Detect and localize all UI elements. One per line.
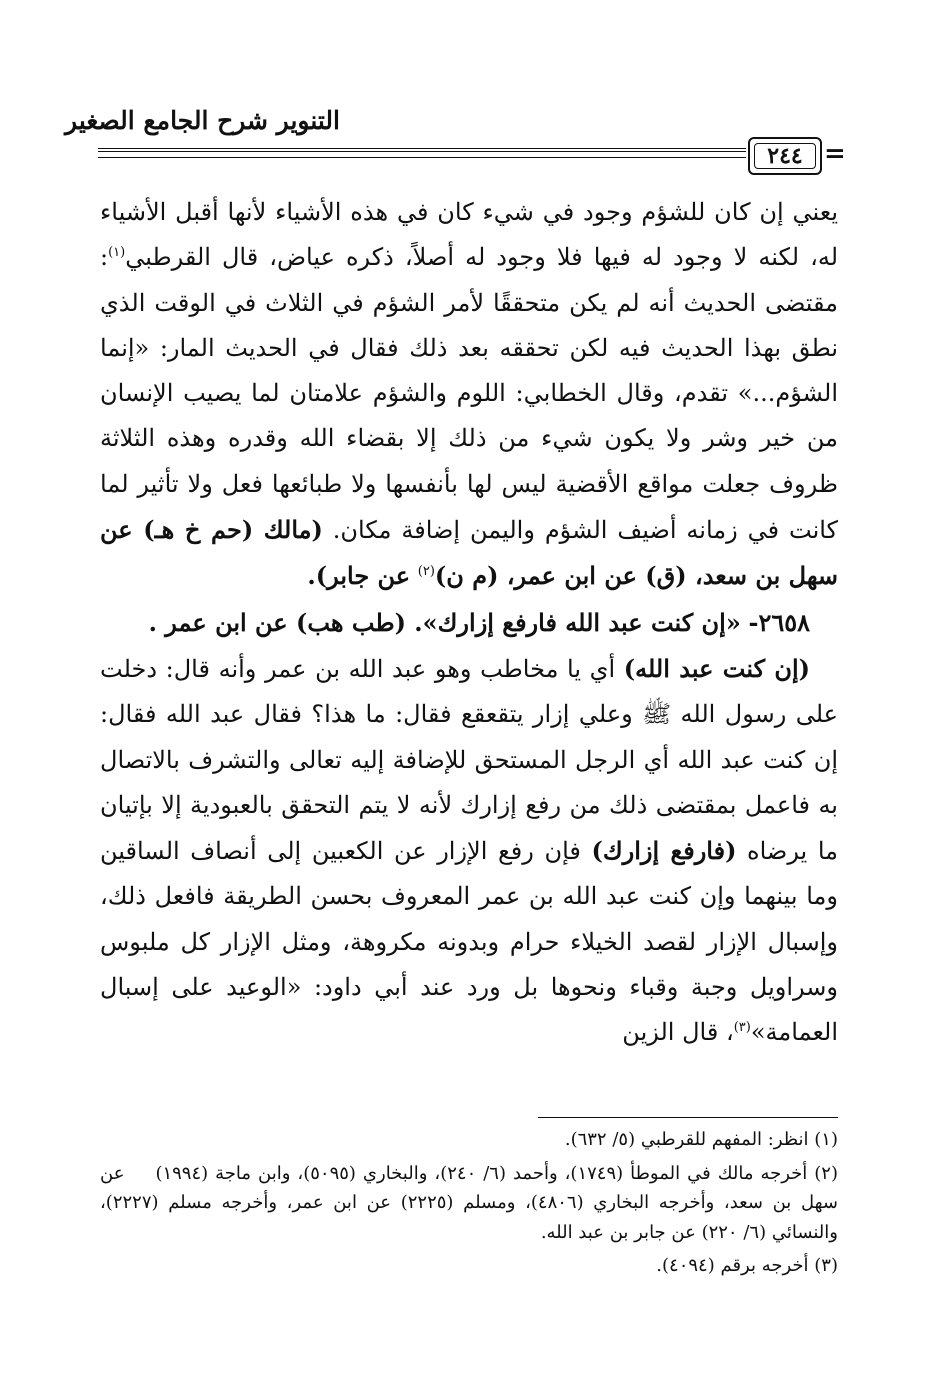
- paragraph-1-source-end: عن جابر).: [307, 561, 411, 591]
- footnote-2-first-line: (٢) أخرجه مالك في الموطأ (١٧٤٩)، وأحمد (٦/ ٢٤٠)، والبخاري (٥٠٩٥)، وابن ماجة (١٩٩٤): [155, 1162, 838, 1184]
- footnote-2: [100, 1159, 838, 1248]
- paragraph-2-text-c: ، قال الزين: [622, 1018, 734, 1047]
- footnote-3: (٣) أخرجه برقم (٤٠٩٤).: [656, 1255, 838, 1276]
- footnote-ref-2[interactable]: (٢): [417, 564, 435, 580]
- footnote-separator: [538, 1117, 838, 1118]
- paragraph-1-source: (مالك (حم خ هـ) عن سهل بن سعد، (ق) عن ابن عمر، (م ن): [100, 515, 838, 591]
- header-ornament-mark: =: [824, 139, 846, 169]
- page-number: ٢٤٤: [767, 143, 803, 169]
- paragraph-2-text-a: أي يا مخاطب وهو عبد الله بن عمر وأنه قال: دخلت على رسول الله ﷺ وعلي إزار يتقعقع فقال: ما هذا؟ فقال عبد الله فقال: إن كنت عبد الله أي الرجل المستحق للإضافة إليه تعالى والتشرف بالاتصال به فاعمل بمقتضى ذلك من رفع إزارك لأنه لا يتم التحقق بالعبودية إلا بإتيان ما يرضاه: [100, 654, 838, 866]
- paragraph-2-lemma: (إن كنت عبد الله): [623, 653, 810, 683]
- paragraph-1-text-a: يعني إن كان للشؤم وجود في شيء كان في هذه الأشياء لأنها أقبل الأشياء له، لكنه لا وجود له فيها فلا وجود له أصلاً، ذكره عياض، قال القرطبي: [100, 198, 838, 272]
- footnote-ref-3[interactable]: (٣): [733, 1020, 751, 1036]
- footnote-2-continuation: عن سهل بن سعد، وأخرجه البخاري (٤٨٠٦)، ومسلم (٢٢٢٥) عن ابن عمر، وأخرجه مسلم (٢٢٢٧)، والنسائي (٦/ ٢٢٠) عن جابر بن عبد الله.: [100, 1162, 838, 1243]
- header-double-rule: [98, 148, 746, 152]
- hadith-text: «إن كنت عبد الله فارفع إزارك». (طب هب) عن ابن عمر .: [148, 607, 741, 637]
- main-text: [100, 190, 838, 1095]
- page-number-box: [748, 137, 822, 175]
- header-rule-line: [98, 157, 746, 158]
- paragraph-2-text-b: فإن رفع الإزار عن الكعبين إلى أنصاف الساقين وما بينهما وإن كنت عبد الله بن عمر المعروف بحسن الطريقة فافعل ذلك، وإسبال الإزار لقصد الخيلاء حرام وبدونه مكروهة، ومثل الإزار كل ملبوس وسراويل وجبة وقباء ونحوها بل ورد عند أبي داود: «الوعيد على إسبال العمامة»: [100, 837, 838, 1047]
- paragraph-1-text-b: : مقتضى الحديث أنه لم يكن متحققًا لأمر الشؤم في الثلاث في الوقت الذي نطق بهذا الحديث فيه لكن تحققه بعد ذلك فقال في الحديث المار: «إنما الشؤم...» تقدم، وقال الخطابي: اللوم والشؤم علامتان لما يصيب الإنسان من خير وشر ولا يكون شيء من ذلك إلا بقضاء الله وقدره وهذه الثلاثة ظروف جعلت مواقع الأقضية ليس لها بأنفسها ولا طبائعها فعل ولا تأثير لما كانت في زمانه أضيف الشؤم واليمن إضافة مكان.: [100, 243, 838, 545]
- footnote-1: (١) انظر: المفهم للقرطبي (٥/ ٦٣٢).: [564, 1129, 838, 1150]
- paragraph-2: [100, 646, 838, 1056]
- running-header-title: التنوير شرح الجامع الصغير: [65, 106, 340, 135]
- paragraph-2-lemma-2: (فارفع إزارك): [591, 836, 737, 866]
- hadith-entry: [100, 600, 838, 646]
- hadith-number: ٢٦٥٨-: [748, 607, 810, 637]
- footnote-ref-1[interactable]: (١): [108, 245, 126, 261]
- paragraph-1: [100, 190, 838, 600]
- footnotes: [100, 1125, 838, 1320]
